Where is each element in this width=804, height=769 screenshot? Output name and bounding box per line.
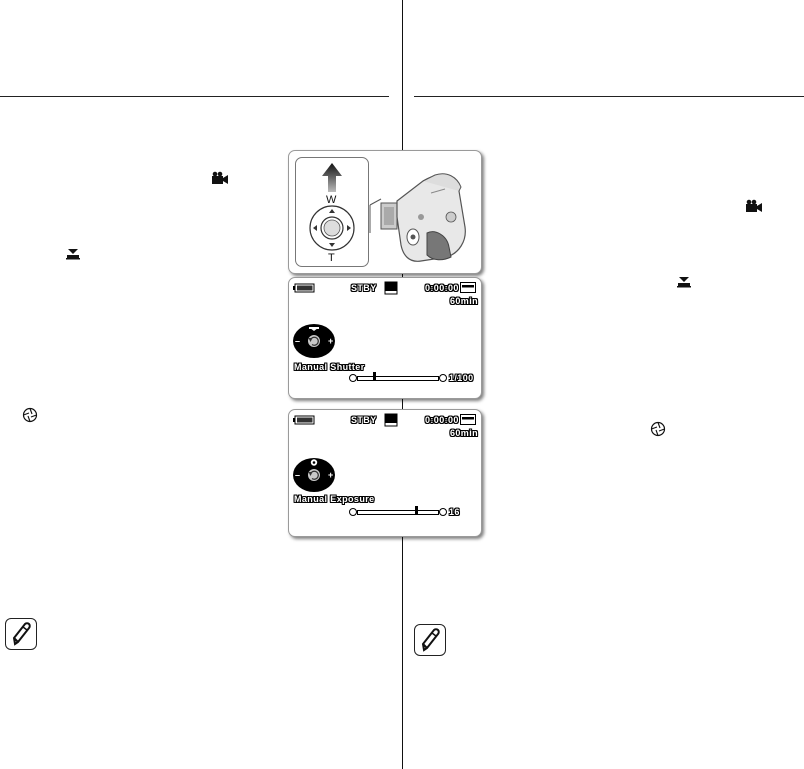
- menu-label: Manual Shutter: [294, 362, 365, 372]
- slider-max-icon: [439, 374, 447, 382]
- shutter-speed-icon: [65, 247, 81, 265]
- aperture-icon: [650, 421, 666, 442]
- zoom-lever-inset: [295, 157, 369, 267]
- zoom-lever-dial-icon: [308, 204, 356, 252]
- aperture-icon: [22, 407, 38, 428]
- left-column-rule: [0, 96, 389, 97]
- record-mode-icon: [384, 413, 398, 427]
- camcorder-illustration-panel: [288, 150, 482, 274]
- note-icon: [414, 624, 446, 656]
- menu-label: Manual Exposure: [294, 494, 375, 504]
- dial-plus: +: [328, 470, 334, 480]
- battery-icon: [293, 415, 315, 425]
- lcd-screen-manual-shutter: [288, 277, 482, 399]
- slider-max-icon: [439, 508, 447, 516]
- battery-icon: [293, 283, 315, 293]
- slider-thumb: [415, 506, 418, 515]
- dial-minus: –: [295, 470, 301, 480]
- right-column-rule: [414, 96, 804, 97]
- slider-track: [357, 376, 439, 381]
- dial-plus: +: [328, 336, 334, 346]
- slider-min-icon: [349, 508, 357, 516]
- setting-value: 16: [449, 507, 460, 517]
- zoom-wide-label: W: [326, 194, 337, 206]
- camera-mode-icon: [745, 199, 763, 218]
- camcorder-icon: [361, 157, 479, 269]
- tape-icon: [460, 414, 476, 425]
- value-slider: [349, 507, 447, 517]
- lcd-screen-manual-exposure: [288, 409, 482, 537]
- note-icon: [5, 618, 37, 650]
- remaining-time: 60min: [450, 428, 479, 438]
- shutter-speed-icon: [676, 275, 692, 293]
- tape-icon: [460, 282, 476, 293]
- slider-track: [357, 510, 439, 515]
- time-counter: 0:00:00: [425, 283, 459, 293]
- setting-value: 1/100: [449, 373, 474, 383]
- zoom-tele-label: T: [328, 252, 335, 264]
- record-mode-icon: [384, 281, 398, 295]
- camera-mode-icon: [211, 171, 229, 190]
- standby-status: STBY: [351, 415, 377, 425]
- value-slider: [349, 373, 447, 383]
- standby-status: STBY: [351, 283, 377, 293]
- slider-thumb: [373, 372, 376, 381]
- slider-min-icon: [349, 374, 357, 382]
- remaining-time: 60min: [450, 296, 479, 306]
- time-counter: 0:00:00: [425, 415, 459, 425]
- dial-minus: –: [295, 336, 301, 346]
